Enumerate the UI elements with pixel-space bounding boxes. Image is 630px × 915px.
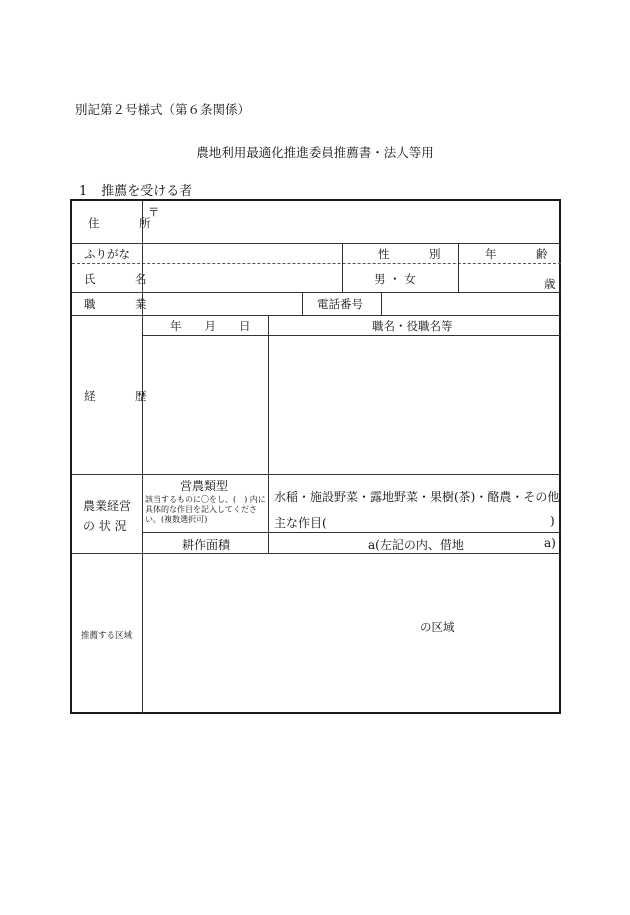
- region-label: 推薦する区域: [81, 631, 133, 641]
- region-value: の区域: [420, 620, 455, 634]
- document-title: 農地利用最適化推進委員推薦書・法人等用: [196, 145, 434, 160]
- address-field[interactable]: [162, 202, 557, 240]
- date-column-header: 年 月 日: [170, 319, 251, 333]
- name-label: 氏 名: [84, 272, 161, 286]
- recommendation-table: [70, 199, 561, 714]
- age-unit: 歳: [544, 277, 556, 291]
- section-title: 推薦を受ける者: [101, 184, 193, 199]
- gender-value[interactable]: 男 ・ 女: [374, 272, 416, 286]
- furigana-label: ふりがな: [84, 247, 130, 261]
- history-label: 経 歴: [84, 389, 161, 403]
- section-number: 1: [79, 184, 88, 199]
- phone-field[interactable]: [383, 294, 559, 314]
- area-label: 耕作面積: [182, 538, 231, 552]
- occupation-label: 職 業: [84, 297, 161, 311]
- area-value-open: a(左記の内、借地: [368, 538, 464, 552]
- age-label: 年 齢: [485, 247, 562, 261]
- phone-label: 電話番号: [317, 297, 363, 311]
- main-crop-close: ): [550, 514, 555, 528]
- gender-label: 性 別: [378, 247, 455, 261]
- farming-options[interactable]: 水稲・施設野菜・露地野菜・果樹(茶)・酪農・その他: [274, 490, 560, 504]
- region-field[interactable]: [144, 556, 414, 706]
- form-reference: 別記第２号様式（第６条関係）: [75, 102, 251, 117]
- farming-status-label-line2: の 状 況: [83, 519, 127, 533]
- farming-status-label-line1: 農業経営: [83, 499, 132, 513]
- occupation-field[interactable]: [144, 294, 301, 314]
- area-value-close: a): [544, 536, 556, 550]
- section-heading: [79, 180, 192, 199]
- position-column-header: 職名・役職名等: [372, 319, 453, 333]
- farming-type-label: 営農類型: [180, 479, 229, 493]
- name-field[interactable]: [144, 265, 340, 291]
- address-label: 住 所: [88, 216, 165, 230]
- farming-type-note: 該当するものに〇をし、( ) 内に具体的な作目を記入してください。(複数選択可): [145, 495, 266, 524]
- postal-mark: 〒: [148, 205, 160, 219]
- furigana-field[interactable]: [144, 245, 340, 262]
- main-crop-open: 主な作目(: [274, 516, 327, 530]
